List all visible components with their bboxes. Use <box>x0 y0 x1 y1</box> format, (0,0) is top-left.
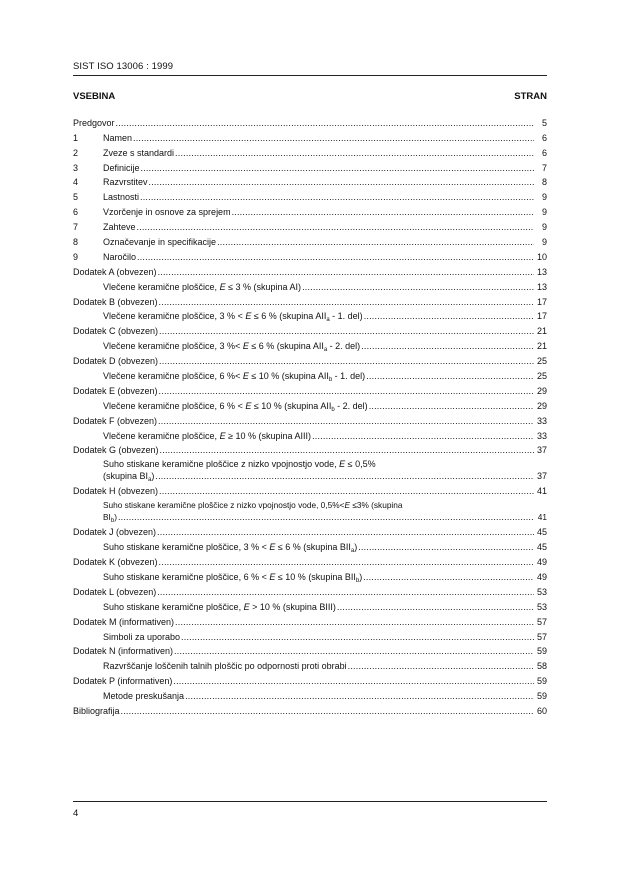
toc-entry-page: 5 <box>541 117 547 128</box>
toc-entry[interactable] <box>73 144 547 159</box>
toc-entry-page: 9 <box>541 192 547 203</box>
toc-entry-page: 8 <box>541 177 547 188</box>
toc-entry[interactable] <box>73 263 547 278</box>
dot-leader <box>159 557 534 568</box>
dot-leader <box>361 341 534 352</box>
toc-entry[interactable] <box>73 382 547 397</box>
dot-leader <box>133 133 534 144</box>
dot-leader <box>175 617 534 628</box>
dot-leader <box>174 646 534 657</box>
toc-entry[interactable] <box>73 687 547 702</box>
toc-entry-number: 4 <box>73 177 79 188</box>
toc-entry-title: Vlečene keramične ploščice, 6 %< E ≤ 10 % (skupina $AII_b - 1$. del) <box>103 371 366 384</box>
toc-entry[interactable] <box>73 497 547 523</box>
toc-entry-page: 59 <box>536 676 547 687</box>
toc-entry-title: Suho stiskane keramične ploščice, 3 % < E ≤ 6 % (skupina $BII_a$) <box>103 542 358 555</box>
toc-entry[interactable] <box>73 352 547 367</box>
document-header-title: SIST ISO 13006 : 1999 <box>73 61 174 72</box>
dot-leader <box>358 542 534 553</box>
footer-divider <box>73 801 547 802</box>
toc-entry-page: 25 <box>536 371 547 382</box>
toc-entry-title: Metode preskušanja <box>103 691 185 702</box>
toc-entry[interactable] <box>73 233 547 248</box>
toc-entry-title: Simboli za uporabo <box>103 631 181 642</box>
toc-entry[interactable] <box>73 203 547 218</box>
toc-entry-page: 25 <box>536 356 547 367</box>
toc-entry[interactable] <box>73 322 547 337</box>
toc-entry-page: 9 <box>541 237 547 248</box>
toc-entry-page: 6 <box>541 147 547 158</box>
dot-leader <box>159 297 534 308</box>
toc-entry-page: 9 <box>541 207 547 218</box>
dot-leader <box>159 386 534 397</box>
toc-entry-title: Vlečene keramične ploščice, 3 %< E ≤ 6 % (skupina $AII_a - 2$. del) <box>103 341 361 354</box>
toc-entry[interactable] <box>73 643 547 658</box>
dot-leader <box>157 587 534 598</box>
toc-entry[interactable] <box>73 218 547 233</box>
toc-entry-page: 21 <box>536 326 547 337</box>
toc-entry-title: Zahteve <box>103 222 136 233</box>
toc-entry-title: Vlečene keramične ploščice, E ≤ 3 % (skupina AI) <box>103 281 302 292</box>
toc-entry[interactable] <box>73 657 547 672</box>
toc-entry[interactable] <box>73 337 547 352</box>
dot-leader <box>157 527 534 538</box>
toc-entry-page: 29 <box>536 385 547 396</box>
toc-entry-title: Dodatek E (obvezen) <box>73 385 158 396</box>
toc-entry[interactable] <box>73 427 547 442</box>
toc-entry-title: Dodatek P (informativen) <box>73 676 173 687</box>
toc-entry-title: Dodatek B (obvezen) <box>73 296 158 307</box>
toc-entry-title: $BI_b$) <box>103 512 117 525</box>
toc-entry-page: 45 <box>536 542 547 553</box>
toc-entry[interactable] <box>73 188 547 203</box>
toc-entry[interactable] <box>73 129 547 144</box>
toc-entry-title: Razvrstitev <box>103 177 148 188</box>
toc-entry-page: 58 <box>536 661 547 672</box>
dot-leader <box>173 676 534 687</box>
toc-entry[interactable] <box>73 598 547 613</box>
toc-entry[interactable] <box>73 456 547 482</box>
toc-entry-page: 17 <box>536 296 547 307</box>
toc-entry[interactable] <box>73 613 547 628</box>
toc-entry[interactable] <box>73 248 547 263</box>
toc-entry[interactable] <box>73 412 547 427</box>
toc-entry[interactable] <box>73 702 547 717</box>
toc-entry-title: Suho stiskane keramične ploščice z nizko vpojnostjo vode, 0,5%<E ≤3% (skupina <box>103 500 403 511</box>
toc-entry-title: Razvrščanje loščenih talnih ploščic po odpornosti proti obrabi <box>103 661 347 672</box>
toc-entry-title: Vlečene keramične ploščice, 6 % < E ≤ 10 % (skupina $AII_b - 2$. del) <box>103 400 368 413</box>
dot-leader <box>158 267 534 278</box>
dot-leader <box>364 311 534 322</box>
toc-entry-title: Predgovor <box>73 117 115 128</box>
toc-entry-title: Dodatek A (obvezen) <box>73 266 157 277</box>
toc-entry-page: 13 <box>536 281 547 292</box>
toc-entry-page: 9 <box>541 222 547 233</box>
dot-leader <box>158 416 534 427</box>
toc-entry-page: 59 <box>536 646 547 657</box>
dot-leader <box>137 252 534 263</box>
dot-leader <box>160 445 534 456</box>
toc-entry-page: 49 <box>536 571 547 582</box>
dot-leader <box>366 371 534 382</box>
toc-entry[interactable] <box>73 482 547 497</box>
toc-entry-page: 60 <box>536 705 547 716</box>
toc-entry-title: Naročilo <box>103 251 137 262</box>
toc-entry-title: Bibliografija <box>73 705 120 716</box>
toc-entry[interactable] <box>73 367 547 382</box>
dot-leader <box>181 632 534 643</box>
toc-entry[interactable] <box>73 278 547 293</box>
toc-entry-title: Dodatek N (informativen) <box>73 646 174 657</box>
toc-entry-number: 9 <box>73 251 79 262</box>
toc-entry-number: 3 <box>73 162 79 173</box>
toc-entry-title: Suho stiskane keramične ploščice, 6 % < E ≤ 10 % (skupina $BII_b$) <box>103 571 363 584</box>
dot-leader <box>302 282 534 293</box>
dot-leader <box>348 661 534 672</box>
toc-entry-number: 1 <box>73 132 79 143</box>
toc-entry-page: 41 <box>537 512 547 523</box>
dot-leader <box>363 572 534 583</box>
toc-entry-page: 21 <box>536 341 547 352</box>
toc-entry-number: 6 <box>73 207 79 218</box>
toc-entry-number: 2 <box>73 147 79 158</box>
toc-entry-page: 57 <box>536 616 547 627</box>
toc-entry-title: Vzorčenje in osnove za sprejem <box>103 207 231 218</box>
dot-leader <box>232 207 534 218</box>
toc-entry[interactable] <box>73 538 547 553</box>
toc-entry-page: 41 <box>536 486 547 497</box>
toc-entry-title: Dodatek L (obvezen) <box>73 586 157 597</box>
toc-entry[interactable] <box>73 159 547 174</box>
toc-entry-title: Zveze s standardi <box>103 147 175 158</box>
toc-entry[interactable] <box>73 442 547 457</box>
toc-entry-page: 10 <box>536 251 547 262</box>
toc-entry-title: Vlečene keramične ploščice, 3 % < E ≤ 6 % (skupina $AII_a - 1$. del) <box>103 311 363 324</box>
toc-entry-page: 29 <box>536 400 547 411</box>
toc-entry-title: Namen <box>103 132 133 143</box>
dot-leader <box>137 222 534 233</box>
dot-leader <box>149 177 534 188</box>
toc-entry-page: 59 <box>536 691 547 702</box>
toc-entry-title: Dodatek D (obvezen) <box>73 356 159 367</box>
dot-leader <box>140 192 534 203</box>
toc-entry-title: Dodatek C (obvezen) <box>73 326 159 337</box>
toc-entry-page: 37 <box>536 471 547 482</box>
dot-leader <box>185 691 534 702</box>
dot-leader <box>217 237 534 248</box>
toc-entry-page: 33 <box>536 415 547 426</box>
toc-entry-title: Suho stiskane keramične ploščice, E > 10 % (skupina BIII) <box>103 601 336 612</box>
toc-entry[interactable] <box>73 114 547 129</box>
toc-entry[interactable] <box>73 628 547 643</box>
toc-entry-page: 49 <box>536 557 547 568</box>
dot-leader <box>369 401 534 412</box>
toc-entry-title: (skupina $BI_a$) <box>103 471 155 484</box>
toc-entry-page: 7 <box>541 162 547 173</box>
toc-heading: VSEBINA <box>73 91 116 102</box>
toc-entry[interactable] <box>73 553 547 568</box>
toc-entry-page: 33 <box>536 430 547 441</box>
dot-leader <box>159 486 534 497</box>
toc-entry-title: Dodatek G (obvezen) <box>73 445 159 456</box>
toc-entry-page: 13 <box>536 266 547 277</box>
dot-leader <box>141 163 534 174</box>
dot-leader <box>337 602 534 613</box>
toc-entry-title: Označevanje in specifikacije <box>103 237 217 248</box>
header-divider <box>73 75 547 76</box>
toc-entry-title: Vlečene keramične ploščice, E ≥ 10 % (skupina AIII) <box>103 430 312 441</box>
dot-leader <box>312 431 534 442</box>
toc-entry-page: 17 <box>536 311 547 322</box>
dot-leader <box>159 356 534 367</box>
toc-entry-page: 6 <box>541 132 547 143</box>
toc-page-column-heading: STRAN <box>514 91 547 102</box>
toc-entry-title: Definicije <box>103 162 140 173</box>
toc-entry-title: Dodatek J (obvezen) <box>73 527 157 538</box>
toc-entry-title: Suho stiskane keramične ploščice z nizko vpojnostjo vode, E ≤ 0,5% <box>103 459 376 470</box>
toc-entry-page: 37 <box>536 445 547 456</box>
toc-entry[interactable] <box>73 583 547 598</box>
page-number: 4 <box>73 808 79 819</box>
dot-leader <box>116 118 534 129</box>
toc-entry-number: 8 <box>73 237 79 248</box>
toc-entry-page: 57 <box>536 631 547 642</box>
toc-entry[interactable] <box>73 174 547 189</box>
table-of-contents <box>73 114 547 717</box>
toc-entry[interactable] <box>73 568 547 583</box>
toc-entry-page: 45 <box>536 527 547 538</box>
toc-entry-title: Lastnosti <box>103 192 140 203</box>
toc-entry[interactable] <box>73 672 547 687</box>
dot-leader <box>155 471 534 482</box>
toc-entry-title: Dodatek F (obvezen) <box>73 415 158 426</box>
toc-entry-number: 7 <box>73 222 79 233</box>
toc-entry-title: Dodatek K (obvezen) <box>73 557 158 568</box>
dot-leader <box>121 706 534 717</box>
toc-entry-title: Dodatek M (informativen) <box>73 616 175 627</box>
toc-entry-page: 53 <box>536 601 547 612</box>
dot-leader <box>118 512 534 523</box>
dot-leader <box>159 326 534 337</box>
toc-entry-page: 53 <box>536 586 547 597</box>
toc-entry[interactable] <box>73 523 547 538</box>
toc-entry-number: 5 <box>73 192 79 203</box>
toc-entry-title: Dodatek H (obvezen) <box>73 486 159 497</box>
toc-entry[interactable] <box>73 397 547 412</box>
dot-leader <box>175 148 534 159</box>
toc-entry[interactable] <box>73 308 547 323</box>
toc-entry[interactable] <box>73 293 547 308</box>
